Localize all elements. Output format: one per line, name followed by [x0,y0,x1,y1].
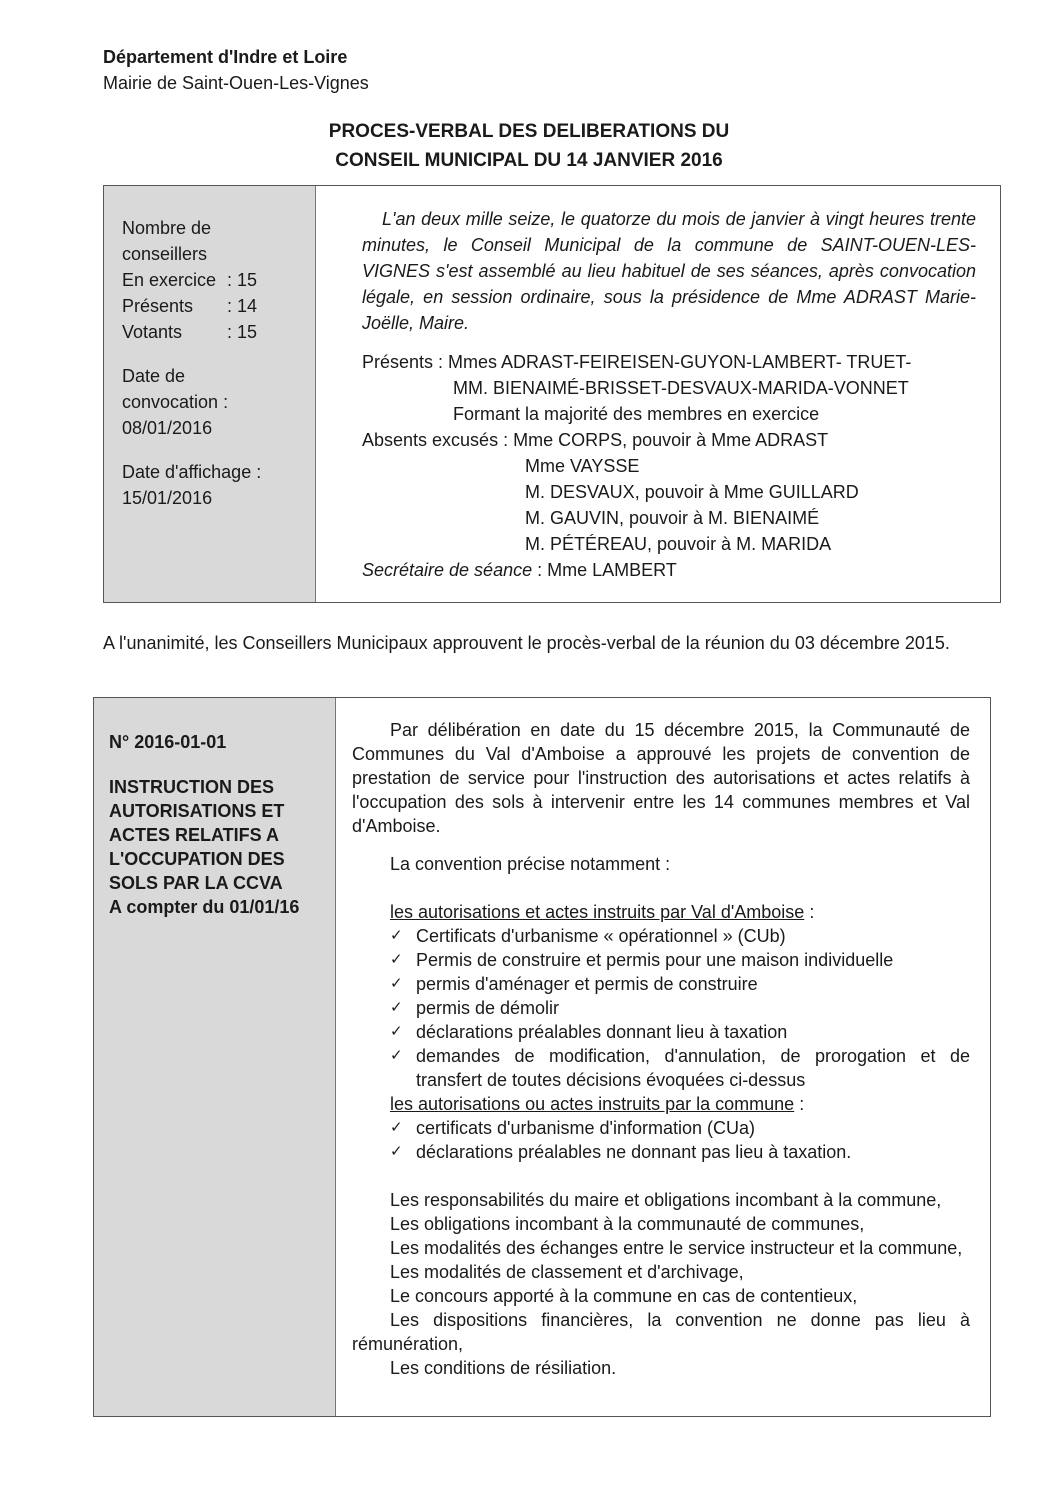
presents-line-1: Présents : Mmes ADRAST-FEIREISEN-GUYON-LAMBERT- TRUET- [362,352,912,372]
absent-item: M. PÉTÉREAU, pouvoir à M. MARIDA [525,534,832,554]
subject-line: SOLS PAR LA CCVA [109,873,283,893]
responsibility-item: Les responsabilités du maire et obligations incombant à la commune, [390,1190,942,1210]
subject-line: INSTRUCTION DES [109,777,275,797]
title-line-1: PROCES-VERBAL DES DELIBERATIONS DU [328,121,730,142]
responsibility-item: Les conditions de résiliation. [390,1358,617,1378]
list-item [390,972,970,996]
convention-intro: La convention précise notamment : [390,854,671,874]
subject-line: ACTES RELATIFS A [109,825,279,845]
stat-en-exercice [122,267,315,293]
department-name: Département d'Indre et Loire [103,47,348,67]
check-icon: ✓ [390,951,403,968]
absent-item: Mme VAYSSE [525,456,640,476]
date-convocation-label-2: convocation : [122,392,229,412]
list1 [352,924,970,1092]
list-item [390,1044,970,1092]
check-icon: ✓ [390,1023,403,1040]
nombre-label-2: conseillers [122,244,208,264]
responsibility-item: Les modalités des échanges entre le service instructeur et la commune, [390,1238,963,1258]
stat-value: : 15 [227,322,258,342]
nombre-label-1: Nombre de [122,218,212,238]
stat-votants [122,319,315,345]
deliberation-number: N° 2016-01-01 [109,732,227,752]
deliberation-paragraph: Par délibération en date du 15 décembre 2015, la Communauté de Communes du Val d'Amboise a approuvé les projets de convention de prestation de service pour l'instruction des autorisations et actes relatifs à l'occupation des sols à intervenir entre les 14 communes membres et Val d'Amboise. [352,720,970,836]
stat-label: Votants [122,322,183,342]
list-item [390,1116,970,1140]
list2-heading [352,1092,970,1116]
list-item-text: Permis de construire et permis pour une maison individuelle [416,950,894,970]
list-item-text: certificats d'urbanisme d'information (CUa) [416,1118,755,1138]
list-item-text: permis de démolir [416,998,560,1018]
date-affichage-value: 15/01/2016 [122,488,213,508]
check-icon: ✓ [390,1047,403,1064]
deliberation-content-panel [336,698,990,1416]
stat-value: : 15 [227,270,258,290]
session-info-panel [104,186,316,602]
stat-label: En exercice [122,270,217,290]
list-item [390,1020,970,1044]
list2-suffix: : [794,1094,805,1114]
list2-title: les autorisations ou actes instruits par la commune [390,1094,795,1114]
list1-suffix: : [804,902,815,922]
list1-title: les autorisations et actes instruits par Val d'Amboise [390,902,805,922]
list1-heading [352,900,970,924]
list-item [390,996,970,1020]
date-affichage-label: Date d'affichage : [122,462,262,482]
list-item [390,948,970,972]
list-item-text: permis d'aménager et permis de construire [416,974,758,994]
secretaire-line [362,557,976,583]
list-item [390,924,970,948]
list-item-text: Certificats d'urbanisme « opérationnel » (CUb) [416,926,786,946]
absent-item: M. GAUVIN, pouvoir à M. BIENAIMÉ [525,508,820,528]
stat-presents [122,293,315,319]
deliberation-box [93,697,991,1417]
document-header [103,44,369,96]
session-intro: L'an deux mille seize, le quatorze du mois de janvier à vingt heures trente minutes, le Conseil Municipal de la commune de SAINT-OUEN-LES-VIGNES s'est assemblé au lieu habituel de ses séances, après convocation légale, en session ordinaire, sous la présidence de Mme ADRAST Marie-Joëlle, Maire. [362,209,976,333]
responsibility-item: Les modalités de classement et d'archivage, [390,1262,744,1282]
responsibility-item: Les obligations incombant à la communauté de communes, [390,1214,865,1234]
document-title [0,117,1058,175]
stat-value: : 14 [227,296,258,316]
subject-line: L'OCCUPATION DES [109,849,285,869]
stat-label: Présents [122,296,194,316]
subject-line: A compter du 01/01/16 [109,897,300,917]
list-item-text: déclarations préalables ne donnant pas lieu à taxation. [416,1142,852,1162]
check-icon: ✓ [390,1143,403,1160]
deliberation-subject-panel [94,698,336,1416]
list2 [352,1116,970,1164]
list-item-text: demandes de modification, d'annulation, de prorogation et de transfert de toutes décisions évoquées ci-dessus [416,1046,970,1090]
list-item [390,1140,970,1164]
check-icon: ✓ [390,975,403,992]
responsibility-item: Les dispositions financières, la convention ne donne pas lieu à rémunération, [352,1310,970,1354]
approval-text: A l'unanimité, les Conseillers Municipaux approuvent le procès-verbal de la réunion du 03 décembre 2015. [103,633,950,653]
absent-item: M. DESVAUX, pouvoir à Mme GUILLARD [525,482,859,502]
title-line-2: CONSEIL MUNICIPAL DU 14 JANVIER 2016 [335,150,723,171]
responsibility-item: Le concours apporté à la commune en cas de contentieux, [390,1286,858,1306]
session-details-panel [316,186,1000,602]
check-icon: ✓ [390,927,403,944]
date-convocation-label-1: Date de [122,366,186,386]
secretaire-value: : Mme LAMBERT [532,560,677,580]
mairie-name: Mairie de Saint-Ouen-Les-Vignes [103,73,369,93]
check-icon: ✓ [390,1119,403,1136]
session-box [103,185,1001,603]
subject-line: AUTORISATIONS ET [109,801,285,821]
absents-line-1: Absents excusés : Mme CORPS, pouvoir à Mme ADRAST [362,430,829,450]
date-convocation-value: 08/01/2016 [122,418,213,438]
presents-line-3: Formant la majorité des membres en exercice [453,404,820,424]
secretaire-label: Secrétaire de séance [362,560,533,580]
responsibilities-list [352,1188,970,1380]
list-item-text: déclarations préalables donnant lieu à taxation [416,1022,788,1042]
check-icon: ✓ [390,999,403,1016]
presents-line-2: MM. BIENAIMÉ-BRISSET-DESVAUX-MARIDA-VONNET [453,378,909,398]
